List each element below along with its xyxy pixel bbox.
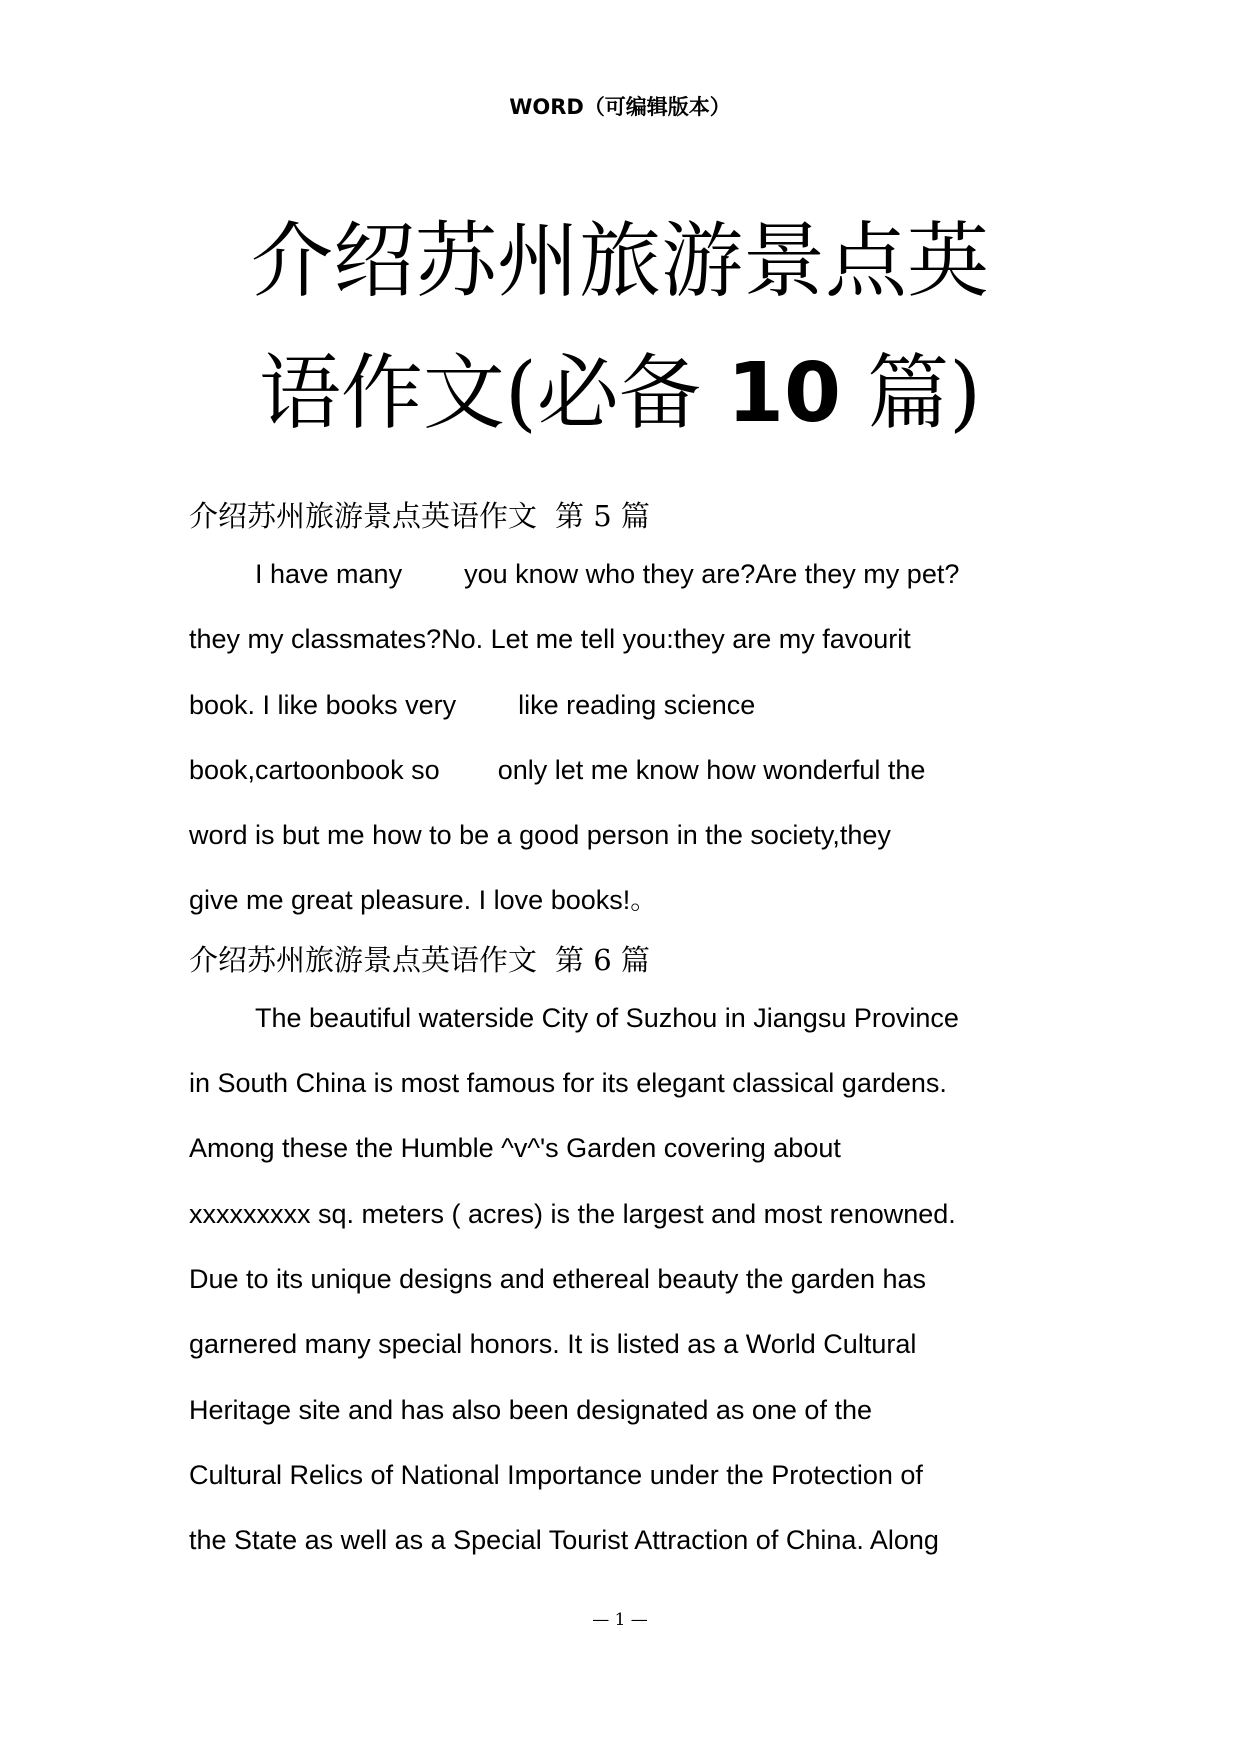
document-header: WORD（可编辑版本）	[509, 95, 731, 119]
paragraph-line	[189, 673, 1059, 738]
paragraph-line: Heritage site and has also been designated as one of the	[189, 1394, 872, 1425]
paragraph-line: they my classmates?No. Let me tell you:they are my favourit	[189, 624, 911, 655]
essay-paragraph-6	[189, 986, 1059, 1574]
title-line-2-start: 语作文(必备	[258, 346, 727, 441]
paragraph-line: the State as well as a Special Tourist Attraction of China. Along	[189, 1525, 939, 1556]
line-text: book,cartoonbook so	[189, 754, 440, 785]
section-heading-6	[189, 934, 1059, 986]
paragraph-line: Among these the Humble ^v^'s Garden covering about	[189, 1133, 841, 1164]
document-body	[189, 490, 1059, 1573]
paragraph-line	[189, 542, 1059, 607]
document-title	[160, 196, 1080, 460]
title-line-1: 介绍苏州旅游景点英	[250, 214, 989, 309]
paragraph-line: word is but me how to be a good person in the society,they	[189, 820, 891, 851]
paragraph-line: in South China is most famous for its elegant classical gardens.	[189, 1068, 947, 1099]
section-heading-text: 介绍苏州旅游景点英语作文	[189, 499, 538, 533]
section-heading-number: 第 6 篇	[555, 942, 650, 977]
section-heading-number: 第 5 篇	[555, 499, 650, 533]
paragraph-line: garnered many special honors. It is listed as a World Cultural	[189, 1329, 917, 1360]
paragraph-line: Due to its unique designs and ethereal beauty the garden has	[189, 1263, 927, 1294]
title-line-2	[160, 328, 1080, 460]
line-text: like reading science	[518, 689, 756, 720]
section-heading-5	[189, 490, 1059, 542]
title-line-2-number: 10	[726, 346, 842, 441]
section-heading-text: 介绍苏州旅游景点英语作文	[189, 942, 538, 977]
paragraph-line: Cultural Relics of National Importance under the Protection of	[189, 1459, 923, 1490]
line-text: you know who they are?Are they my pet?	[464, 559, 960, 589]
page-number: — 1 —	[592, 1610, 648, 1630]
essay-paragraph-5	[189, 542, 1059, 934]
line-text: only let me know how wonderful the	[497, 754, 926, 785]
paragraph-line	[189, 738, 1059, 803]
paragraph-line: xxxxxxxxx sq. meters ( acres) is the largest and most renowned.	[189, 1198, 956, 1229]
line-text: book. I like books very	[189, 689, 457, 720]
title-line-2-end: 篇)	[841, 346, 982, 441]
paragraph-line: The beautiful waterside City of Suzhou in Jiangsu Province	[255, 1002, 959, 1033]
line-text: I have many	[255, 559, 403, 589]
paragraph-line: give me great pleasure. I love books!。	[189, 885, 658, 916]
